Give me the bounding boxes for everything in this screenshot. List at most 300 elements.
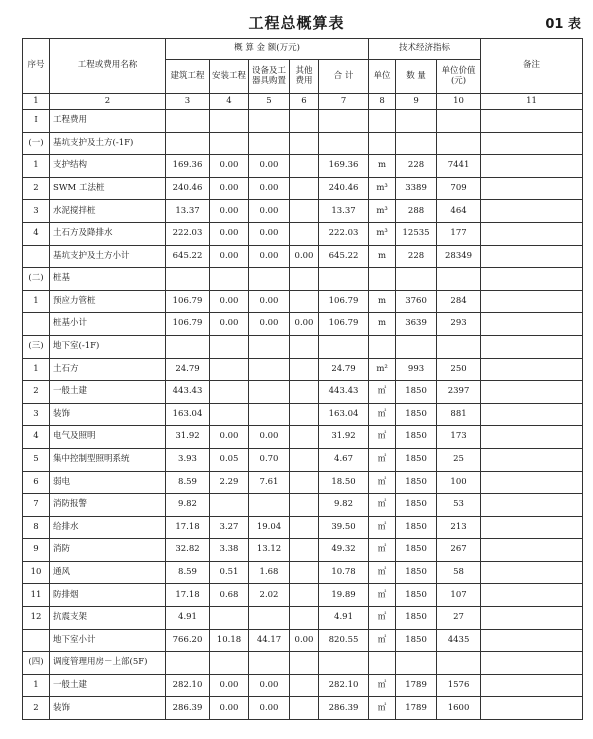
unit-cell: ㎡ bbox=[369, 539, 396, 562]
equip-cell: 1.68 bbox=[249, 561, 290, 584]
total-cell: 240.46 bbox=[319, 177, 369, 200]
table-row bbox=[23, 516, 583, 539]
install-cell: 3.38 bbox=[210, 539, 249, 562]
other-cell bbox=[290, 132, 319, 155]
unit-price-cell: 284 bbox=[437, 290, 481, 313]
total-cell: 820.55 bbox=[319, 629, 369, 652]
equip-cell bbox=[249, 607, 290, 630]
equip-cell bbox=[249, 335, 290, 358]
name-cell: 桩基 bbox=[50, 268, 166, 291]
seq-cell: (一) bbox=[23, 132, 50, 155]
seq-cell: 1 bbox=[23, 358, 50, 381]
install-cell bbox=[210, 652, 249, 675]
equip-cell bbox=[249, 494, 290, 517]
qty-cell: 1850 bbox=[396, 448, 437, 471]
build-cell: 222.03 bbox=[166, 222, 210, 245]
equip-cell bbox=[249, 110, 290, 133]
install-cell: 0.00 bbox=[210, 200, 249, 223]
table-row bbox=[23, 313, 583, 336]
unit-price-cell: 28349 bbox=[437, 245, 481, 268]
unit-cell: ㎡ bbox=[369, 674, 396, 697]
other-cell bbox=[290, 358, 319, 381]
column-number: 11 bbox=[481, 94, 583, 110]
name-cell: 基坑支护及土方小计 bbox=[50, 245, 166, 268]
seq-cell: 2 bbox=[23, 697, 50, 720]
name-cell: 一般土建 bbox=[50, 381, 166, 404]
note-cell bbox=[481, 629, 583, 652]
equip-cell bbox=[249, 268, 290, 291]
build-cell: 24.79 bbox=[166, 358, 210, 381]
unit-cell: m³ bbox=[369, 200, 396, 223]
column-number: 10 bbox=[437, 94, 481, 110]
qty-cell bbox=[396, 652, 437, 675]
unit-price-cell: 293 bbox=[437, 313, 481, 336]
install-cell: 0.00 bbox=[210, 290, 249, 313]
total-cell: 49.32 bbox=[319, 539, 369, 562]
table-row bbox=[23, 245, 583, 268]
equip-cell: 0.00 bbox=[249, 155, 290, 178]
equip-cell: 0.00 bbox=[249, 200, 290, 223]
seq-cell: (四) bbox=[23, 652, 50, 675]
table-row bbox=[23, 381, 583, 404]
note-cell bbox=[481, 177, 583, 200]
install-cell bbox=[210, 268, 249, 291]
other-cell: 0.00 bbox=[290, 245, 319, 268]
total-cell: 106.79 bbox=[319, 313, 369, 336]
seq-cell: 10 bbox=[23, 561, 50, 584]
total-cell: 163.04 bbox=[319, 403, 369, 426]
seq-cell: 4 bbox=[23, 222, 50, 245]
note-cell bbox=[481, 268, 583, 291]
install-cell: 2.29 bbox=[210, 471, 249, 494]
name-cell: 基坑支护及土方(-1F) bbox=[50, 132, 166, 155]
unit-price-cell: 25 bbox=[437, 448, 481, 471]
unit-price-cell bbox=[437, 652, 481, 675]
column-number: 3 bbox=[166, 94, 210, 110]
name-cell: 水泥搅拌桩 bbox=[50, 200, 166, 223]
name-cell: 抗震支架 bbox=[50, 607, 166, 630]
build-cell: 31.92 bbox=[166, 426, 210, 449]
table-row bbox=[23, 290, 583, 313]
note-cell bbox=[481, 697, 583, 720]
qty-cell: 1850 bbox=[396, 494, 437, 517]
other-cell bbox=[290, 403, 319, 426]
name-cell: 土石方 bbox=[50, 358, 166, 381]
other-cell bbox=[290, 268, 319, 291]
total-cell: 4.91 bbox=[319, 607, 369, 630]
column-number: 2 bbox=[50, 94, 166, 110]
build-cell: 766.20 bbox=[166, 629, 210, 652]
total-cell: 10.78 bbox=[319, 561, 369, 584]
table-number: 01 表 bbox=[545, 17, 581, 32]
total-cell: 24.79 bbox=[319, 358, 369, 381]
other-cell bbox=[290, 607, 319, 630]
unit-price-cell: 7441 bbox=[437, 155, 481, 178]
unit-cell: m² bbox=[369, 358, 396, 381]
table-row bbox=[23, 539, 583, 562]
unit-cell bbox=[369, 652, 396, 675]
qty-cell: 1850 bbox=[396, 516, 437, 539]
qty-cell: 12535 bbox=[396, 222, 437, 245]
unit-price-cell: 27 bbox=[437, 607, 481, 630]
header-other: 其他费用 bbox=[290, 60, 319, 94]
other-cell bbox=[290, 110, 319, 133]
total-cell: 18.50 bbox=[319, 471, 369, 494]
table-row bbox=[23, 268, 583, 291]
total-cell: 39.50 bbox=[319, 516, 369, 539]
seq-cell: 1 bbox=[23, 155, 50, 178]
other-cell bbox=[290, 539, 319, 562]
other-cell bbox=[290, 584, 319, 607]
name-cell: 一般土建 bbox=[50, 674, 166, 697]
table-row bbox=[23, 132, 583, 155]
column-number: 6 bbox=[290, 94, 319, 110]
other-cell bbox=[290, 561, 319, 584]
seq-cell: 4 bbox=[23, 426, 50, 449]
table-row bbox=[23, 403, 583, 426]
equip-cell: 44.17 bbox=[249, 629, 290, 652]
note-cell bbox=[481, 110, 583, 133]
seq-cell: 5 bbox=[23, 448, 50, 471]
install-cell: 0.00 bbox=[210, 313, 249, 336]
seq-cell: I bbox=[23, 110, 50, 133]
equip-cell: 0.00 bbox=[249, 674, 290, 697]
equip-cell: 0.00 bbox=[249, 290, 290, 313]
qty-cell: 288 bbox=[396, 200, 437, 223]
table-row bbox=[23, 335, 583, 358]
total-cell bbox=[319, 110, 369, 133]
seq-cell bbox=[23, 629, 50, 652]
note-cell bbox=[481, 494, 583, 517]
build-cell: 32.82 bbox=[166, 539, 210, 562]
column-number: 7 bbox=[319, 94, 369, 110]
note-cell bbox=[481, 290, 583, 313]
unit-price-cell: 100 bbox=[437, 471, 481, 494]
install-cell bbox=[210, 381, 249, 404]
total-cell bbox=[319, 268, 369, 291]
unit-price-cell: 4435 bbox=[437, 629, 481, 652]
unit-price-cell: 53 bbox=[437, 494, 481, 517]
unit-cell: m bbox=[369, 155, 396, 178]
install-cell: 0.00 bbox=[210, 177, 249, 200]
unit-price-cell: 267 bbox=[437, 539, 481, 562]
unit-price-cell: 173 bbox=[437, 426, 481, 449]
total-cell: 19.89 bbox=[319, 584, 369, 607]
table-row bbox=[23, 222, 583, 245]
other-cell bbox=[290, 674, 319, 697]
install-cell: 0.00 bbox=[210, 155, 249, 178]
note-cell bbox=[481, 652, 583, 675]
qty-cell: 1850 bbox=[396, 561, 437, 584]
unit-cell: ㎡ bbox=[369, 516, 396, 539]
header-build: 建筑工程 bbox=[166, 60, 210, 94]
equip-cell: 0.00 bbox=[249, 313, 290, 336]
unit-price-cell: 2397 bbox=[437, 381, 481, 404]
equip-cell: 0.70 bbox=[249, 448, 290, 471]
unit-cell: ㎡ bbox=[369, 448, 396, 471]
note-cell bbox=[481, 381, 583, 404]
equip-cell: 0.00 bbox=[249, 222, 290, 245]
table-row bbox=[23, 155, 583, 178]
table-row bbox=[23, 674, 583, 697]
other-cell bbox=[290, 448, 319, 471]
seq-cell: 6 bbox=[23, 471, 50, 494]
qty-cell: 1850 bbox=[396, 584, 437, 607]
unit-cell: ㎡ bbox=[369, 584, 396, 607]
install-cell: 3.27 bbox=[210, 516, 249, 539]
unit-price-cell: 1576 bbox=[437, 674, 481, 697]
install-cell bbox=[210, 132, 249, 155]
table-row bbox=[23, 448, 583, 471]
total-cell: 169.36 bbox=[319, 155, 369, 178]
name-cell: 通风 bbox=[50, 561, 166, 584]
other-cell bbox=[290, 697, 319, 720]
other-cell bbox=[290, 177, 319, 200]
name-cell: 支护结构 bbox=[50, 155, 166, 178]
unit-cell: ㎡ bbox=[369, 426, 396, 449]
table-row bbox=[23, 607, 583, 630]
total-cell: 9.82 bbox=[319, 494, 369, 517]
other-cell bbox=[290, 290, 319, 313]
header-unit: 单位 bbox=[369, 60, 396, 94]
name-cell: 电气及照明 bbox=[50, 426, 166, 449]
other-cell bbox=[290, 652, 319, 675]
build-cell bbox=[166, 268, 210, 291]
qty-cell: 228 bbox=[396, 245, 437, 268]
unit-cell: ㎡ bbox=[369, 381, 396, 404]
unit-cell bbox=[369, 335, 396, 358]
table-row bbox=[23, 471, 583, 494]
install-cell: 0.00 bbox=[210, 674, 249, 697]
header-note: 备注 bbox=[481, 39, 583, 94]
name-cell: 调度管理用房－上部(5F) bbox=[50, 652, 166, 675]
build-cell: 282.10 bbox=[166, 674, 210, 697]
seq-cell bbox=[23, 313, 50, 336]
note-cell bbox=[481, 245, 583, 268]
name-cell: 集中控制型照明系统 bbox=[50, 448, 166, 471]
total-cell: 222.03 bbox=[319, 222, 369, 245]
qty-cell: 3639 bbox=[396, 313, 437, 336]
other-cell bbox=[290, 381, 319, 404]
other-cell bbox=[290, 222, 319, 245]
build-cell bbox=[166, 132, 210, 155]
qty-cell: 1789 bbox=[396, 674, 437, 697]
note-cell bbox=[481, 561, 583, 584]
build-cell: 17.18 bbox=[166, 584, 210, 607]
seq-cell: 3 bbox=[23, 403, 50, 426]
unit-price-cell: 58 bbox=[437, 561, 481, 584]
unit-price-cell bbox=[437, 335, 481, 358]
table-row bbox=[23, 358, 583, 381]
build-cell: 106.79 bbox=[166, 313, 210, 336]
install-cell bbox=[210, 358, 249, 381]
seq-cell: 8 bbox=[23, 516, 50, 539]
note-cell bbox=[481, 358, 583, 381]
equip-cell: 0.00 bbox=[249, 426, 290, 449]
unit-cell: m³ bbox=[369, 222, 396, 245]
equip-cell: 13.12 bbox=[249, 539, 290, 562]
name-cell: 土石方及降排水 bbox=[50, 222, 166, 245]
unit-cell: ㎡ bbox=[369, 403, 396, 426]
seq-cell: 2 bbox=[23, 381, 50, 404]
equip-cell: 7.61 bbox=[249, 471, 290, 494]
qty-cell bbox=[396, 268, 437, 291]
estimate-table bbox=[22, 38, 583, 720]
unit-cell bbox=[369, 132, 396, 155]
install-cell bbox=[210, 403, 249, 426]
column-number-row bbox=[23, 94, 583, 110]
unit-price-cell: 107 bbox=[437, 584, 481, 607]
qty-cell bbox=[396, 110, 437, 133]
seq-cell bbox=[23, 245, 50, 268]
column-number: 5 bbox=[249, 94, 290, 110]
other-cell bbox=[290, 494, 319, 517]
name-cell: 消防 bbox=[50, 539, 166, 562]
table-row bbox=[23, 629, 583, 652]
seq-cell: 7 bbox=[23, 494, 50, 517]
unit-price-cell bbox=[437, 268, 481, 291]
build-cell: 240.46 bbox=[166, 177, 210, 200]
total-cell: 31.92 bbox=[319, 426, 369, 449]
install-cell: 0.51 bbox=[210, 561, 249, 584]
equip-cell bbox=[249, 358, 290, 381]
note-cell bbox=[481, 155, 583, 178]
install-cell: 0.00 bbox=[210, 222, 249, 245]
note-cell bbox=[481, 222, 583, 245]
table-row bbox=[23, 494, 583, 517]
seq-cell: 11 bbox=[23, 584, 50, 607]
table-row bbox=[23, 697, 583, 720]
build-cell: 163.04 bbox=[166, 403, 210, 426]
document-title: 工程总概算表 bbox=[248, 14, 345, 32]
qty-cell: 1850 bbox=[396, 426, 437, 449]
equip-cell: 19.04 bbox=[249, 516, 290, 539]
header-equip: 设备及工器具购置 bbox=[249, 60, 290, 94]
unit-price-cell: 464 bbox=[437, 200, 481, 223]
note-cell bbox=[481, 516, 583, 539]
other-cell bbox=[290, 335, 319, 358]
qty-cell: 993 bbox=[396, 358, 437, 381]
qty-cell: 1850 bbox=[396, 607, 437, 630]
build-cell: 13.37 bbox=[166, 200, 210, 223]
build-cell: 17.18 bbox=[166, 516, 210, 539]
header-name: 工程或费用名称 bbox=[50, 39, 166, 94]
qty-cell: 1789 bbox=[396, 697, 437, 720]
unit-price-cell bbox=[437, 132, 481, 155]
seq-cell: 2 bbox=[23, 177, 50, 200]
unit-cell: m bbox=[369, 313, 396, 336]
name-cell: SWM 工法桩 bbox=[50, 177, 166, 200]
qty-cell: 1850 bbox=[396, 403, 437, 426]
build-cell: 8.59 bbox=[166, 561, 210, 584]
build-cell: 4.91 bbox=[166, 607, 210, 630]
build-cell: 169.36 bbox=[166, 155, 210, 178]
qty-cell: 1850 bbox=[396, 539, 437, 562]
equip-cell bbox=[249, 652, 290, 675]
total-cell: 13.37 bbox=[319, 200, 369, 223]
total-cell: 286.39 bbox=[319, 697, 369, 720]
install-cell bbox=[210, 335, 249, 358]
table-row bbox=[23, 426, 583, 449]
name-cell: 地下室小计 bbox=[50, 629, 166, 652]
header-qty: 数 量 bbox=[396, 60, 437, 94]
install-cell: 0.00 bbox=[210, 697, 249, 720]
name-cell: 地下室(-1F) bbox=[50, 335, 166, 358]
build-cell: 3.93 bbox=[166, 448, 210, 471]
equip-cell bbox=[249, 132, 290, 155]
name-cell: 桩基小计 bbox=[50, 313, 166, 336]
column-number: 9 bbox=[396, 94, 437, 110]
total-cell bbox=[319, 132, 369, 155]
name-cell: 弱电 bbox=[50, 471, 166, 494]
column-number: 8 bbox=[369, 94, 396, 110]
build-cell bbox=[166, 652, 210, 675]
qty-cell: 1850 bbox=[396, 471, 437, 494]
build-cell: 286.39 bbox=[166, 697, 210, 720]
seq-cell: (三) bbox=[23, 335, 50, 358]
qty-cell: 1850 bbox=[396, 629, 437, 652]
column-number: 4 bbox=[210, 94, 249, 110]
seq-cell: (二) bbox=[23, 268, 50, 291]
unit-cell bbox=[369, 268, 396, 291]
table-row bbox=[23, 584, 583, 607]
name-cell: 预应力管桩 bbox=[50, 290, 166, 313]
unit-price-cell: 881 bbox=[437, 403, 481, 426]
unit-cell: ㎡ bbox=[369, 494, 396, 517]
unit-price-cell: 1600 bbox=[437, 697, 481, 720]
column-number: 1 bbox=[23, 94, 50, 110]
qty-cell: 1850 bbox=[396, 381, 437, 404]
note-cell bbox=[481, 132, 583, 155]
install-cell: 10.18 bbox=[210, 629, 249, 652]
qty-cell bbox=[396, 335, 437, 358]
unit-price-cell: 709 bbox=[437, 177, 481, 200]
other-cell bbox=[290, 471, 319, 494]
build-cell bbox=[166, 110, 210, 133]
name-cell: 消防报警 bbox=[50, 494, 166, 517]
seq-cell: 1 bbox=[23, 674, 50, 697]
note-cell bbox=[481, 448, 583, 471]
other-cell bbox=[290, 200, 319, 223]
note-cell bbox=[481, 674, 583, 697]
install-cell: 0.00 bbox=[210, 245, 249, 268]
name-cell: 装饰 bbox=[50, 697, 166, 720]
note-cell bbox=[481, 539, 583, 562]
install-cell bbox=[210, 607, 249, 630]
equip-cell bbox=[249, 381, 290, 404]
unit-price-cell bbox=[437, 110, 481, 133]
table-row bbox=[23, 652, 583, 675]
build-cell: 106.79 bbox=[166, 290, 210, 313]
unit-cell: ㎡ bbox=[369, 629, 396, 652]
unit-cell: m bbox=[369, 290, 396, 313]
unit-price-cell: 177 bbox=[437, 222, 481, 245]
table-row bbox=[23, 177, 583, 200]
equip-cell: 0.00 bbox=[249, 697, 290, 720]
total-cell: 4.67 bbox=[319, 448, 369, 471]
header-unit-price: 单位价值(元) bbox=[437, 60, 481, 94]
name-cell: 防排烟 bbox=[50, 584, 166, 607]
seq-cell: 12 bbox=[23, 607, 50, 630]
note-cell bbox=[481, 403, 583, 426]
qty-cell bbox=[396, 132, 437, 155]
equip-cell bbox=[249, 403, 290, 426]
seq-cell: 1 bbox=[23, 290, 50, 313]
note-cell bbox=[481, 335, 583, 358]
install-cell: 0.05 bbox=[210, 448, 249, 471]
build-cell: 645.22 bbox=[166, 245, 210, 268]
total-cell: 443.43 bbox=[319, 381, 369, 404]
